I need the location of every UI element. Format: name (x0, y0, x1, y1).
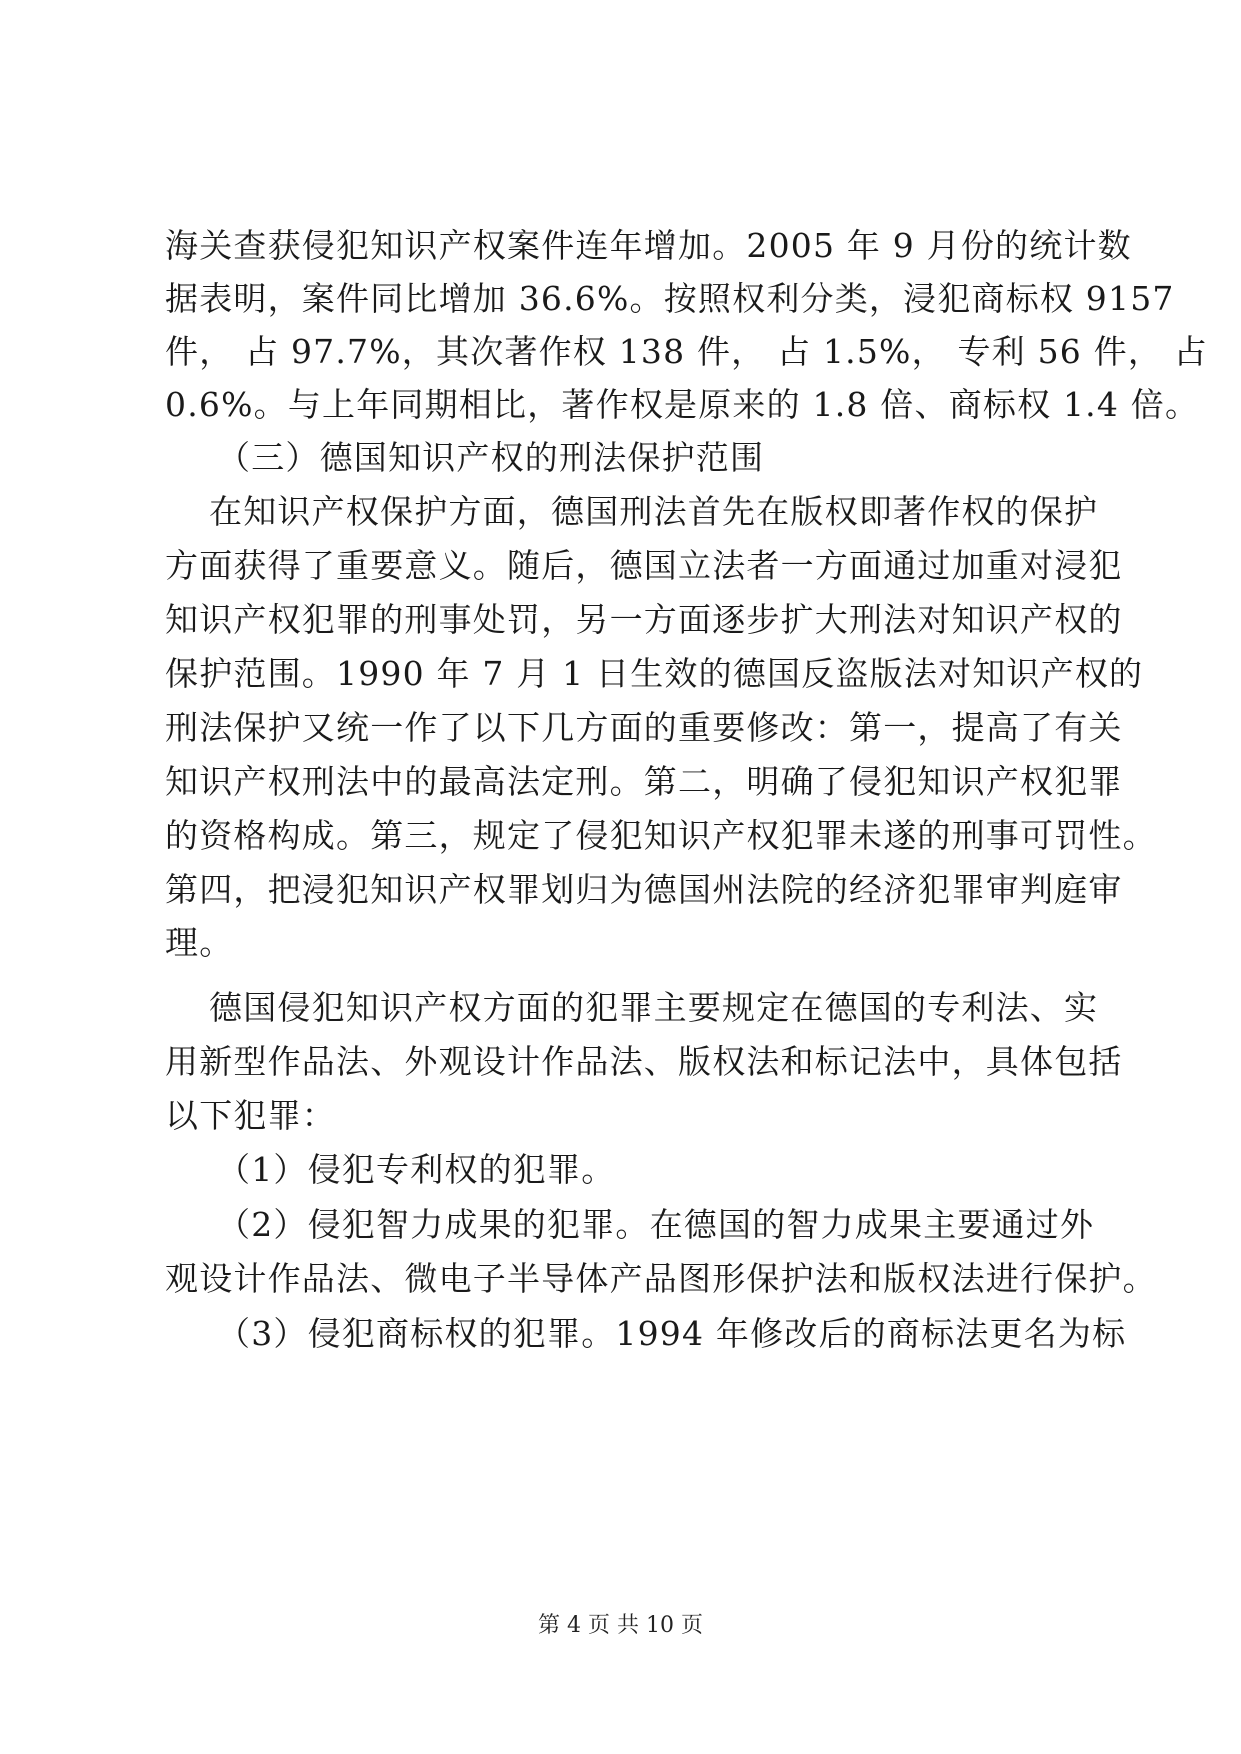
body-line-9: 保护范围。1990 年 7 月 1 日生效的德国反盗版法对知识产权的 (165, 654, 1144, 693)
page-number-footer: 第 4 页 共 10 页 (538, 1613, 703, 1638)
body-line-13: 第四，把浸犯知识产权罪划归为德国州法院的经济犯罪审判庭审 (165, 870, 1123, 909)
body-line-12: 的资格构成。第三，规定了侵犯知识产权犯罪未遂的刑事可罚性。 (165, 816, 1157, 855)
body-line-2: 据表明，案件同比增加 36.6%。按照权利分类，浸犯商标权 9157 (165, 279, 1175, 318)
section-heading: （三）德国知识产权的刑法保护范围 (217, 438, 765, 477)
body-line-16: 用新型作品法、外观设计作品法、版权法和标记法中，具体包括 (165, 1042, 1123, 1081)
paragraph-start-line: 在知识产权保护方面，德国刑法首先在版权即著作权的保护 (209, 492, 1099, 531)
list-item-2: （2）侵犯智力成果的犯罪。在德国的智力成果主要通过外 (217, 1205, 1095, 1244)
paragraph-start-line: 德国侵犯知识产权方面的犯罪主要规定在德国的专利法、实 (209, 988, 1099, 1027)
body-line-10: 刑法保护又统一作了以下几方面的重要修改：第一，提高了有关 (165, 708, 1123, 747)
body-line-11: 知识产权刑法中的最高法定刑。第二，明确了侵犯知识产权犯罪 (165, 762, 1123, 801)
list-item-3: （3）侵犯商标权的犯罪。1994 年修改后的商标法更名为标 (217, 1314, 1127, 1353)
body-line-1: 海关查获侵犯知识产权案件连年增加。2005 年 9 月份的统计数 (165, 226, 1132, 265)
body-line-4: 0.6%。与上年同期相比，著作权是原来的 1.8 倍、商标权 1.4 倍。 (165, 385, 1200, 424)
body-line-17: 以下犯罪： (165, 1096, 336, 1135)
body-line-7: 方面获得了重要意义。随后，德国立法者一方面通过加重对浸犯 (165, 546, 1123, 585)
list-item-1: （1）侵犯专利权的犯罪。 (217, 1150, 616, 1189)
body-line-8: 知识产权犯罪的刑事处罚，另一方面逐步扩大刑法对知识产权的 (165, 600, 1123, 639)
body-line-3: 件， 占 97.7%，其次著作权 138 件， 占 1.5%， 专利 56 件， 占 (165, 332, 1208, 371)
body-line-20: 观设计作品法、微电子半导体产品图形保护法和版权法进行保护。 (165, 1259, 1157, 1298)
body-line-14: 理。 (165, 923, 234, 962)
